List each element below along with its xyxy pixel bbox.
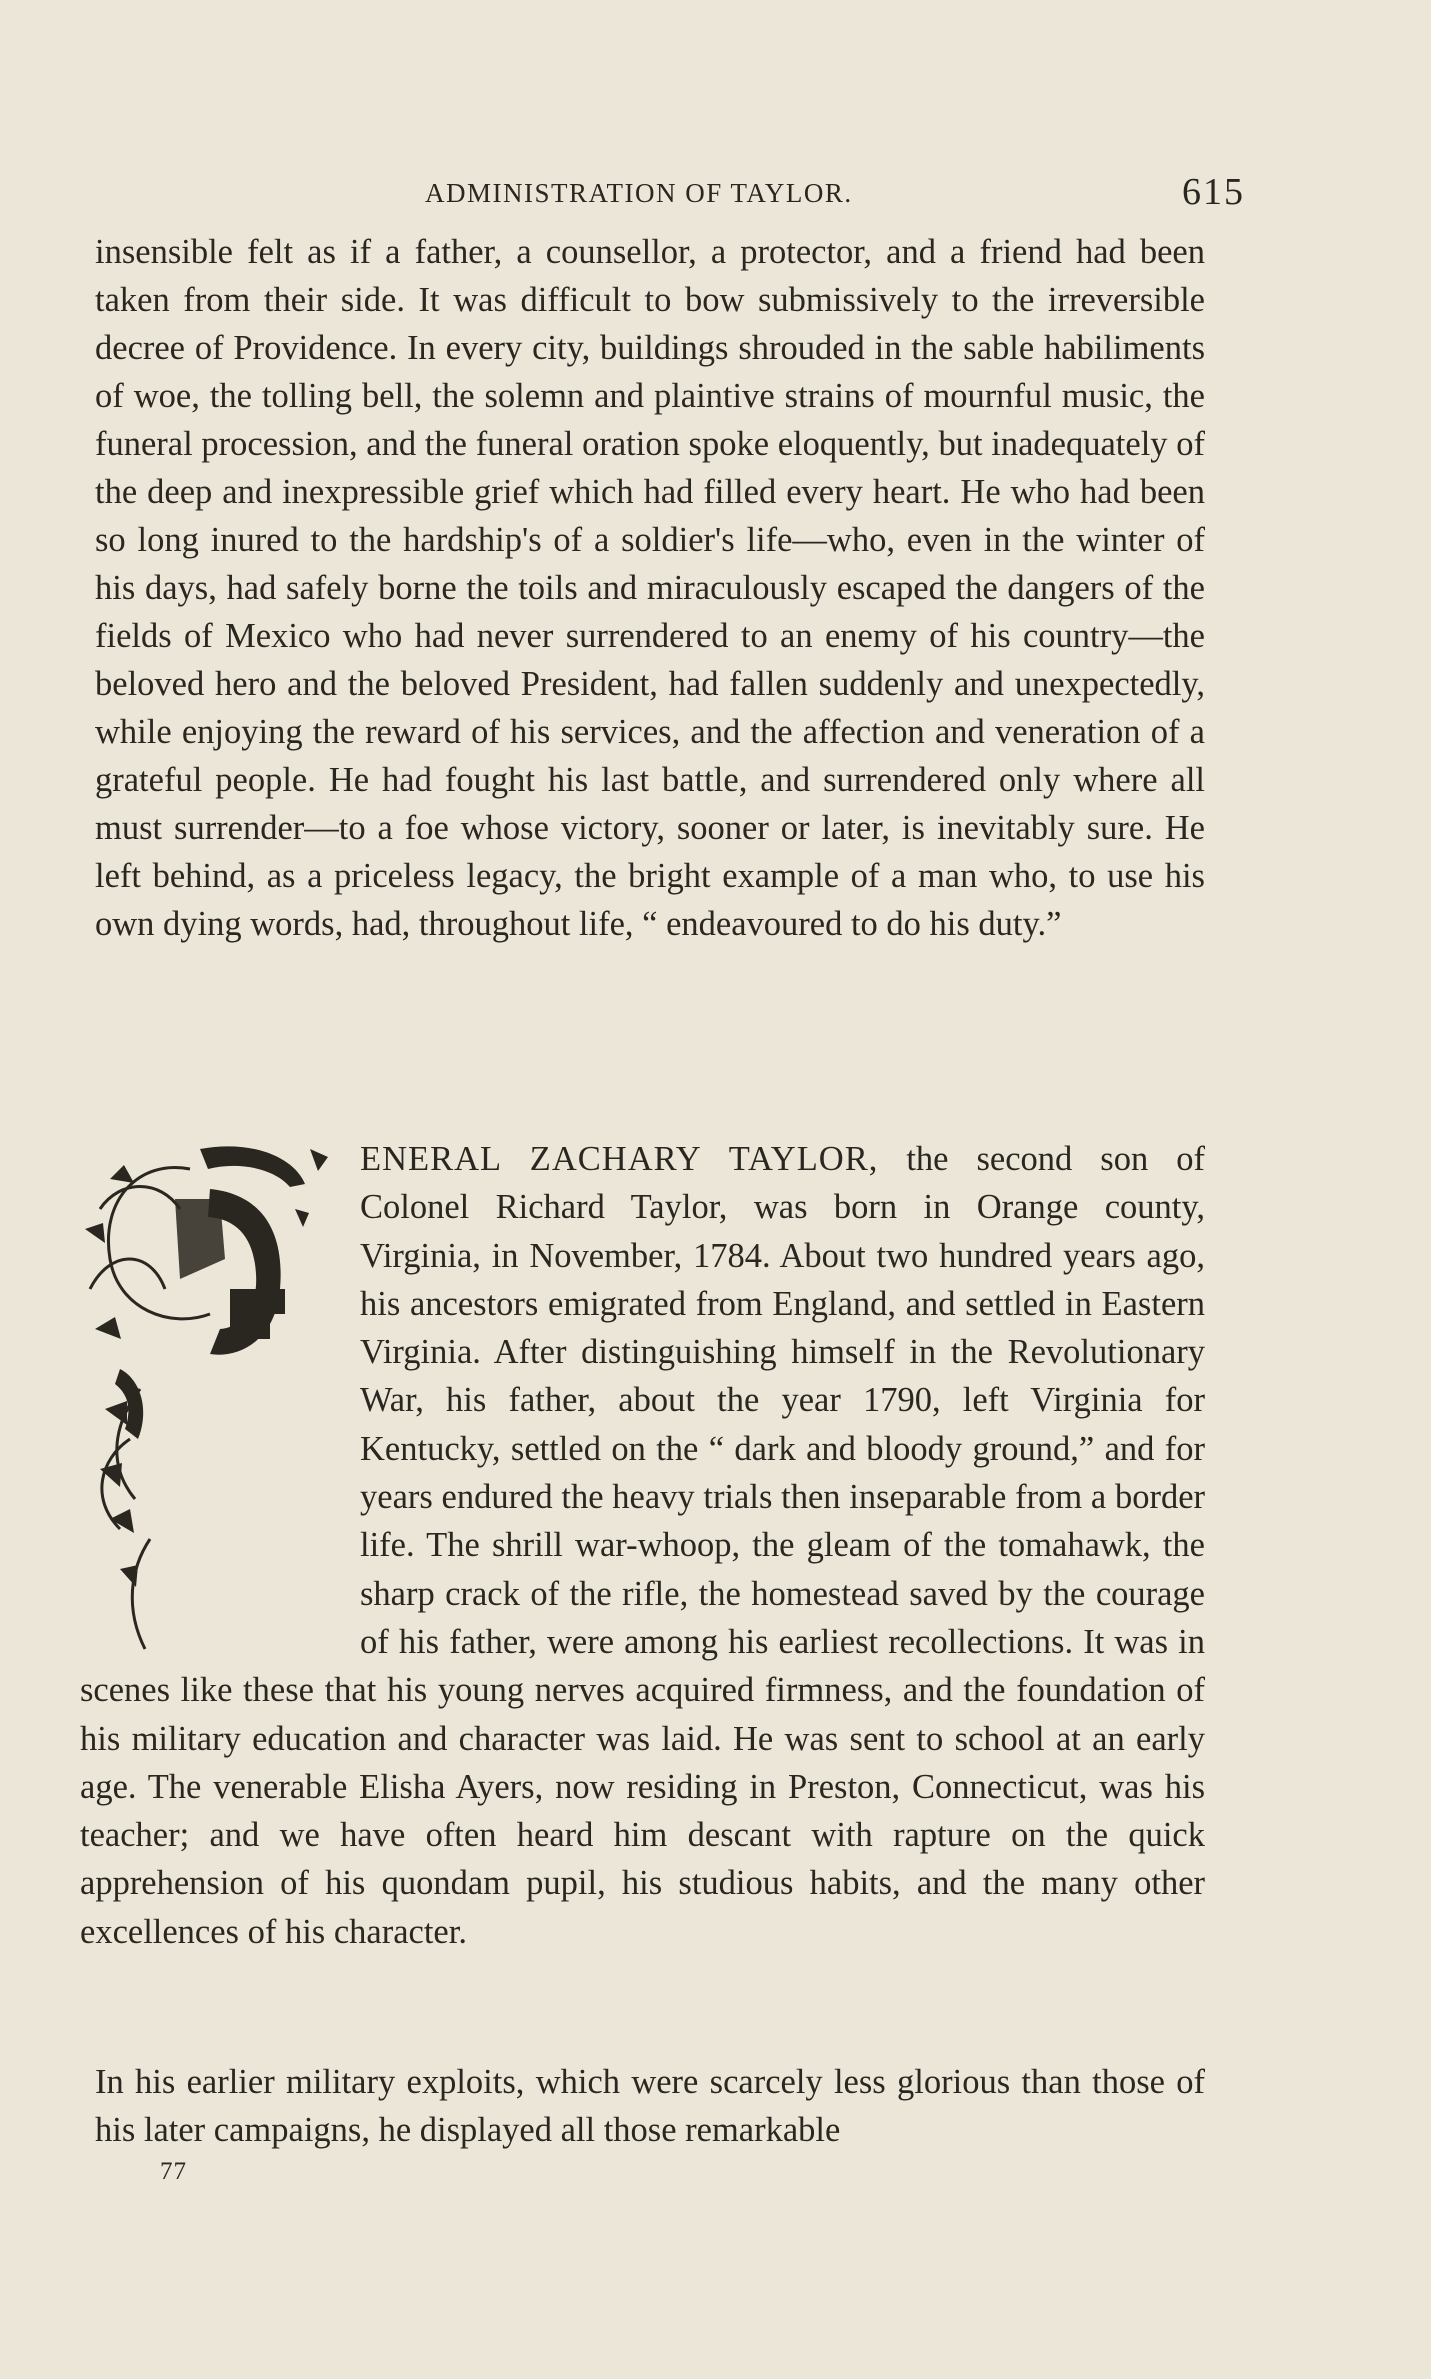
- page-number: 615: [1182, 171, 1245, 213]
- paragraph-continued: insensible felt as if a father, a counsellor, a protector, and a friend had been taken from their side. It was difficult to bow submissively to the irreversible decree of Providence. In every city, buildings shrouded in the sable habiliments of woe, the tolling bell, the solemn and plaintive strains of mournful music, the funeral procession, and the funeral oration spoke eloquently, but inadequately of the deep and inexpressible grief which had filled every heart. He who had been so long inured to the hardship's of a soldier's life—who, even in the winter of his days, had safely borne the toils and miraculously escaped the dangers of the fields of Mexico who had never surrendered to an enemy of his country—the beloved hero and the beloved President, had fallen suddenly and unexpectedly, while enjoying the reward of his services, and the affection and veneration of a grateful people. He had fought his last battle, and surrendered only where all must surrender—to a foe whose victory, sooner or later, is inevitably sure. He left behind, as a priceless legacy, the bright example of a man who, to use his own dying words, had, throughout life, “ endeavoured to do his duty.”: [95, 233, 1205, 943]
- opening-lead-words: ENERAL ZACHARY TAYLOR,: [360, 1140, 879, 1178]
- page-header: [95, 170, 1245, 220]
- chapter-opening-paragraph: [80, 1135, 1205, 1956]
- foliage-ornament-icon: [80, 1139, 350, 1659]
- opening-paragraph-body: the second son of Colonel Richard Taylor, was born in Orange county, Virginia, in November, 1784. About two hundred years ago, his ancestors emigrated from England, and settled in Eastern Virginia. After distinguishing himself in the Revolutionary War, his father, about the year 1790, left Virginia for Kentucky, settled on the “ dark and bloody ground,” and for years endured the heavy trials then inseparable from a border life. The shrill war-whoop, the gleam of the tomahawk, the sharp crack of the rifle, the homestead saved by the courage of his father, were among his earliest recollections. It was in scenes like these that his young nerves acquired firmness, and the foundation of his military education and character was laid. He was sent to school at an early age. The venerable Elisha Ayers, now residing in Preston, Connecticut, was his teacher; and we have often heard him descant with rapture on the quick apprehension of his quondam pupil, his studious habits, and the many other excellences of his character.: [80, 1140, 1205, 1951]
- ornamental-initial: [80, 1139, 350, 1659]
- running-title: ADMINISTRATION OF TAYLOR.: [425, 178, 853, 208]
- signature-mark: 77: [160, 2158, 187, 2185]
- paragraph-next: In his earlier military exploits, which were scarcely less glorious than those of his later campaigns, he displayed all those remarkable: [95, 2063, 1205, 2149]
